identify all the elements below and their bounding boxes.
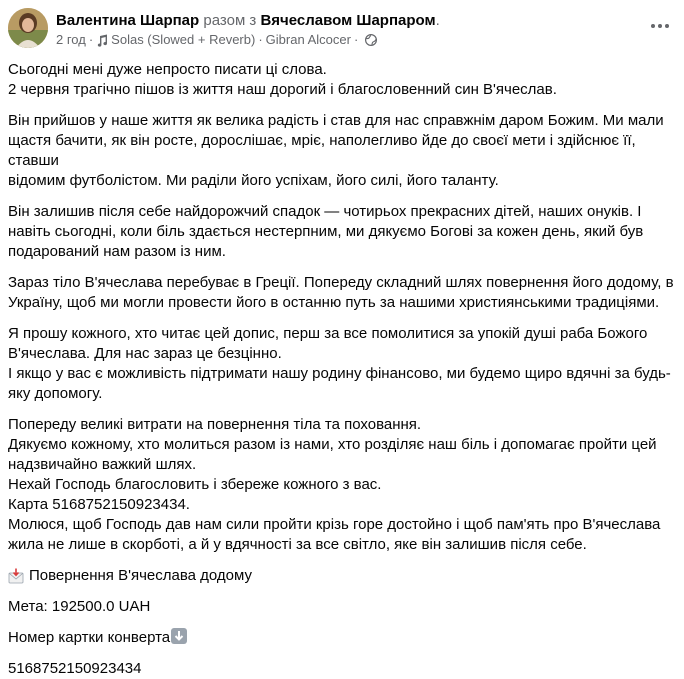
- paragraph-1: Сьогодні мені дуже непросто писати ці слова. 2 червня трагічно пішов із життя наш дорогий і благословенний син В'ячеслав.: [8, 61, 557, 98]
- post-text: [8, 60, 676, 679]
- fundraiser-goal: Мета: 192500.0 UAH: [8, 598, 151, 615]
- incoming-envelope-icon: [8, 568, 24, 584]
- music-track[interactable]: Solas (Slowed + Reverb): [111, 32, 256, 47]
- more-dots-icon: [651, 24, 655, 28]
- paragraph-2: Він прийшов у наше життя як велика радість і став для нас справжнім даром Божим. Ми мали щастя бачити, як він росте, дорослішає, мріє, наполегливо йде до своєї мети і здійснює її, ставши відомим футболістом. Ми раділи його успіхам, його силі, його таланту.: [8, 112, 664, 189]
- meta-separator: ·: [88, 32, 94, 47]
- meta-separator: ·: [258, 32, 263, 47]
- fundraiser-title-row: [8, 566, 676, 586]
- tagged-name[interactable]: Вячеславом Шарпаром: [260, 12, 436, 29]
- with-text: разом з: [199, 12, 261, 29]
- card-label: Номер картки конверта: [8, 629, 171, 646]
- tagged-suffix: .: [435, 12, 440, 29]
- paragraph-4: Зараз тіло В'ячеслава перебуває в Греції. Попереду складний шлях повернення його додому, в Україну, щоб ми могли провести його в останню путь за нашими християнськими традиціями.: [8, 274, 674, 311]
- music-artist[interactable]: Gibran Alcocer: [265, 32, 351, 47]
- post-time[interactable]: 2 год: [56, 32, 86, 47]
- author-line: [56, 11, 440, 30]
- more-options-button[interactable]: [644, 10, 676, 42]
- music-note-icon: [96, 34, 108, 47]
- card-label-row: [8, 628, 676, 648]
- meta-separator: ·: [353, 32, 359, 47]
- paragraph-3: Він залишив після себе найдорожчий спадок — чотирьох прекрасних дітей, наших онуків. І навіть сьогодні, коли біль здається нестерпним, ми дякуємо Богові за кожен день, який був подарований нам разом із ним.: [8, 203, 644, 260]
- fundraiser-title: Повернення В'ячеслава додому: [29, 567, 252, 584]
- paragraph-5: Я прошу кожного, хто читає цей допис, перш за все помолитися за упокій душі раба Божого В'ячеслава. Для нас зараз це безцінно. І якщо у вас є можливість підтримати нашу родину фінансово, ми будемо щиро вдячні за будь- яку допомогу.: [8, 325, 671, 402]
- globe-icon[interactable]: [365, 34, 377, 46]
- down-arrow-icon: [171, 628, 187, 644]
- avatar[interactable]: [8, 8, 48, 48]
- card-number: 5168752150923434: [8, 660, 142, 677]
- paragraph-6: Попереду великі витрати на повернення тіла та поховання. Дякуємо кожному, хто молиться разом із нами, хто розділяє наш біль і допомагає пройти цей надзвичайно важкий шлях. Нехай Господь благословить і збереже кожного з вас. Карта 5168752150923434. Молюся, щоб Господь дав нам сили пройти крізь горе достойно і щоб пам'ять про В'ячеслава жила не лише в скорботі, а й у вдячності за все світло, яке він залишив після себе.: [8, 416, 661, 553]
- post-header: [8, 8, 676, 52]
- author-name[interactable]: Валентина Шарпар: [56, 12, 200, 29]
- more-dots-icon: [665, 24, 669, 28]
- more-dots-icon: [658, 24, 662, 28]
- post-meta: [56, 32, 377, 48]
